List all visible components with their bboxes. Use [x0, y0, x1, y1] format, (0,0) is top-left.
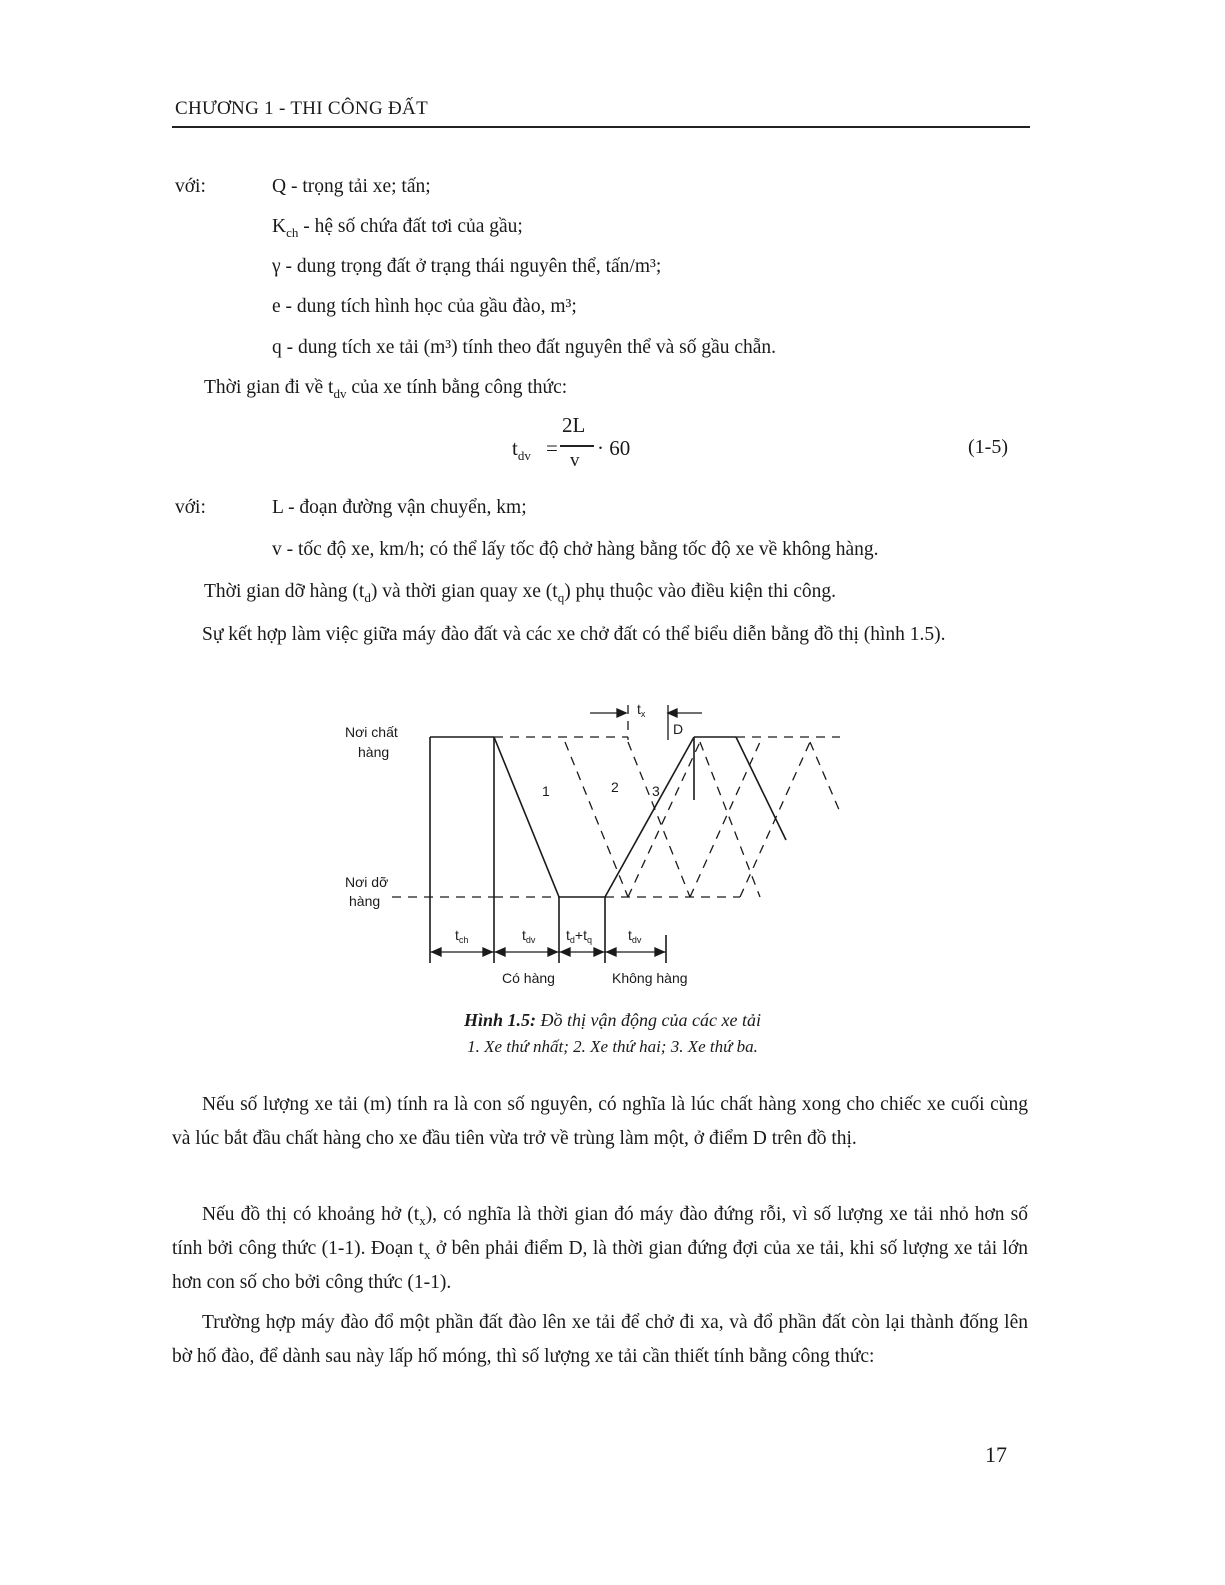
- empty-label: Không hàng: [612, 970, 688, 986]
- arrow-tdq-right: [594, 948, 603, 956]
- label-load-1: Nơi chất: [345, 724, 398, 740]
- point-d-label: D: [673, 721, 684, 737]
- arrow-tdv2-left: [607, 948, 616, 956]
- curve-label-3: 3: [652, 783, 660, 799]
- formula-denominator: v: [570, 450, 580, 471]
- arrow-tdv-right: [548, 948, 557, 956]
- curve-label-2: 2: [611, 779, 619, 795]
- label-unload-2: hàng: [349, 893, 381, 909]
- tx-label: $t_x$: [637, 701, 646, 719]
- definition-e: e - dung tích hình học của gầu đào, m³;: [272, 296, 577, 317]
- figure-caption-title: Hình 1.5: Đồ thị vận động của các xe tải: [464, 1010, 761, 1030]
- curve-label-1: 1: [542, 783, 550, 799]
- figure-caption-legend: 1. Xe thứ nhất; 2. Xe thứ hai; 3. Xe thứ ba.: [467, 1037, 758, 1056]
- tx-arrowhead-right: [668, 709, 677, 717]
- definition-q: Q - trọng tải xe; tấn;: [272, 176, 431, 197]
- formula-multiplier: · 60: [597, 436, 631, 460]
- arrow-tch-right: [483, 948, 492, 956]
- truck1-loaded: [494, 737, 559, 897]
- page-number: 17: [985, 1442, 1007, 1467]
- para-gap: Nếu đồ thị có khoảng hở $(t_x)$, có nghĩa là thời gian đó máy đào đứng rỗi, vì số lượng xe tải nhỏ hơn số tính bởi công thức (1-1). Đoạn $t_x$ ở bên phải điểm D, là thời gian đứng đợi của xe tải, khi số lượng xe tải lớn hơn con số cho bởi công thức (1-1).: [172, 1204, 1029, 1293]
- truck3-loaded: [736, 737, 786, 840]
- arrow-tch-left: [432, 948, 441, 956]
- loaded-label: Có hàng: [502, 970, 555, 986]
- formula-numerator: 2L: [562, 413, 586, 437]
- formula-equals: =: [546, 436, 558, 460]
- arrow-tdv2-right: [655, 948, 664, 956]
- tdv-label-1: $t_{dv}$: [522, 927, 536, 945]
- definition-v: v - tốc độ xe, km/h; có thể lấy tốc độ chở hàng bằng tốc độ xe về không hàng.: [272, 539, 879, 560]
- formula-number: (1-5): [968, 436, 1008, 458]
- truck5-loaded: [700, 742, 760, 897]
- arrow-tdv-left: [496, 948, 505, 956]
- definition-kch: $K_{ch}$ - hệ số chứa đất tơi của gầu;: [272, 216, 523, 240]
- para-combination: Sự kết hợp làm việc giữa máy đào đất và các xe chở đất có thể biểu diễn bằng đồ thị (hình 1.5).: [202, 624, 946, 645]
- arrow-tdq-left: [561, 948, 570, 956]
- tx-arrowhead-left: [617, 709, 626, 717]
- definition-q-volume: q - dung tích xe tải (m³) tính theo đất nguyên thể và số gầu chẵn.: [272, 337, 777, 358]
- definitions-prefix: với:: [175, 176, 206, 197]
- para-unload-times: Thời gian dỡ hàng $(t_d)$ và thời gian quay xe $(t_q)$ phụ thuộc vào điều kiện thi công.: [204, 581, 837, 605]
- truck4-return: [690, 742, 760, 897]
- formula-intro: Thời gian đi về $t_{dv}$ của xe tính bằng công thức:: [204, 377, 568, 401]
- para-partial-case: Trường hợp máy đào đổ một phần đất đào lên xe tải để chở đi xa, và đổ phần đất còn lại thành đống lên bờ hố đào, để dành sau này lấp hố móng, thì số lượng xe tải cần thiết tính bằng công thức:: [172, 1312, 1028, 1367]
- tdv-label-2: $t_{dv}$: [628, 927, 642, 945]
- label-unload-1: Nơi dỡ: [345, 874, 389, 890]
- formula-lhs: $t_{dv}$: [512, 436, 531, 464]
- para-integer-trucks: Nếu số lượng xe tải (m) tính ra là con số nguyên, có nghĩa là lúc chất hàng xong cho chiếc xe cuối cùng và lúc bắt đầu chất hàng cho xe đầu tiên vừa trở về trùng làm một, ở điểm D trên đồ thị.: [172, 1094, 1028, 1149]
- truck6-loaded: [810, 742, 840, 812]
- definition-gamma: γ - dung trọng đất ở trạng thái nguyên thể, tấn/m³;: [272, 256, 662, 277]
- truck3-dashed: [628, 742, 690, 897]
- definition-l: L - đoạn đường vận chuyển, km;: [272, 497, 527, 518]
- label-load-2: hàng: [358, 744, 390, 760]
- page-header: CHƯƠNG 1 - THI CÔNG ĐẤT: [175, 98, 428, 119]
- truck1-return: [605, 737, 694, 897]
- tdq-label: $t_d+t_q$: [566, 927, 592, 945]
- truck2-return: [628, 742, 700, 897]
- tch-label: $t_{ch}$: [455, 927, 469, 945]
- definitions2-prefix: với:: [175, 497, 206, 518]
